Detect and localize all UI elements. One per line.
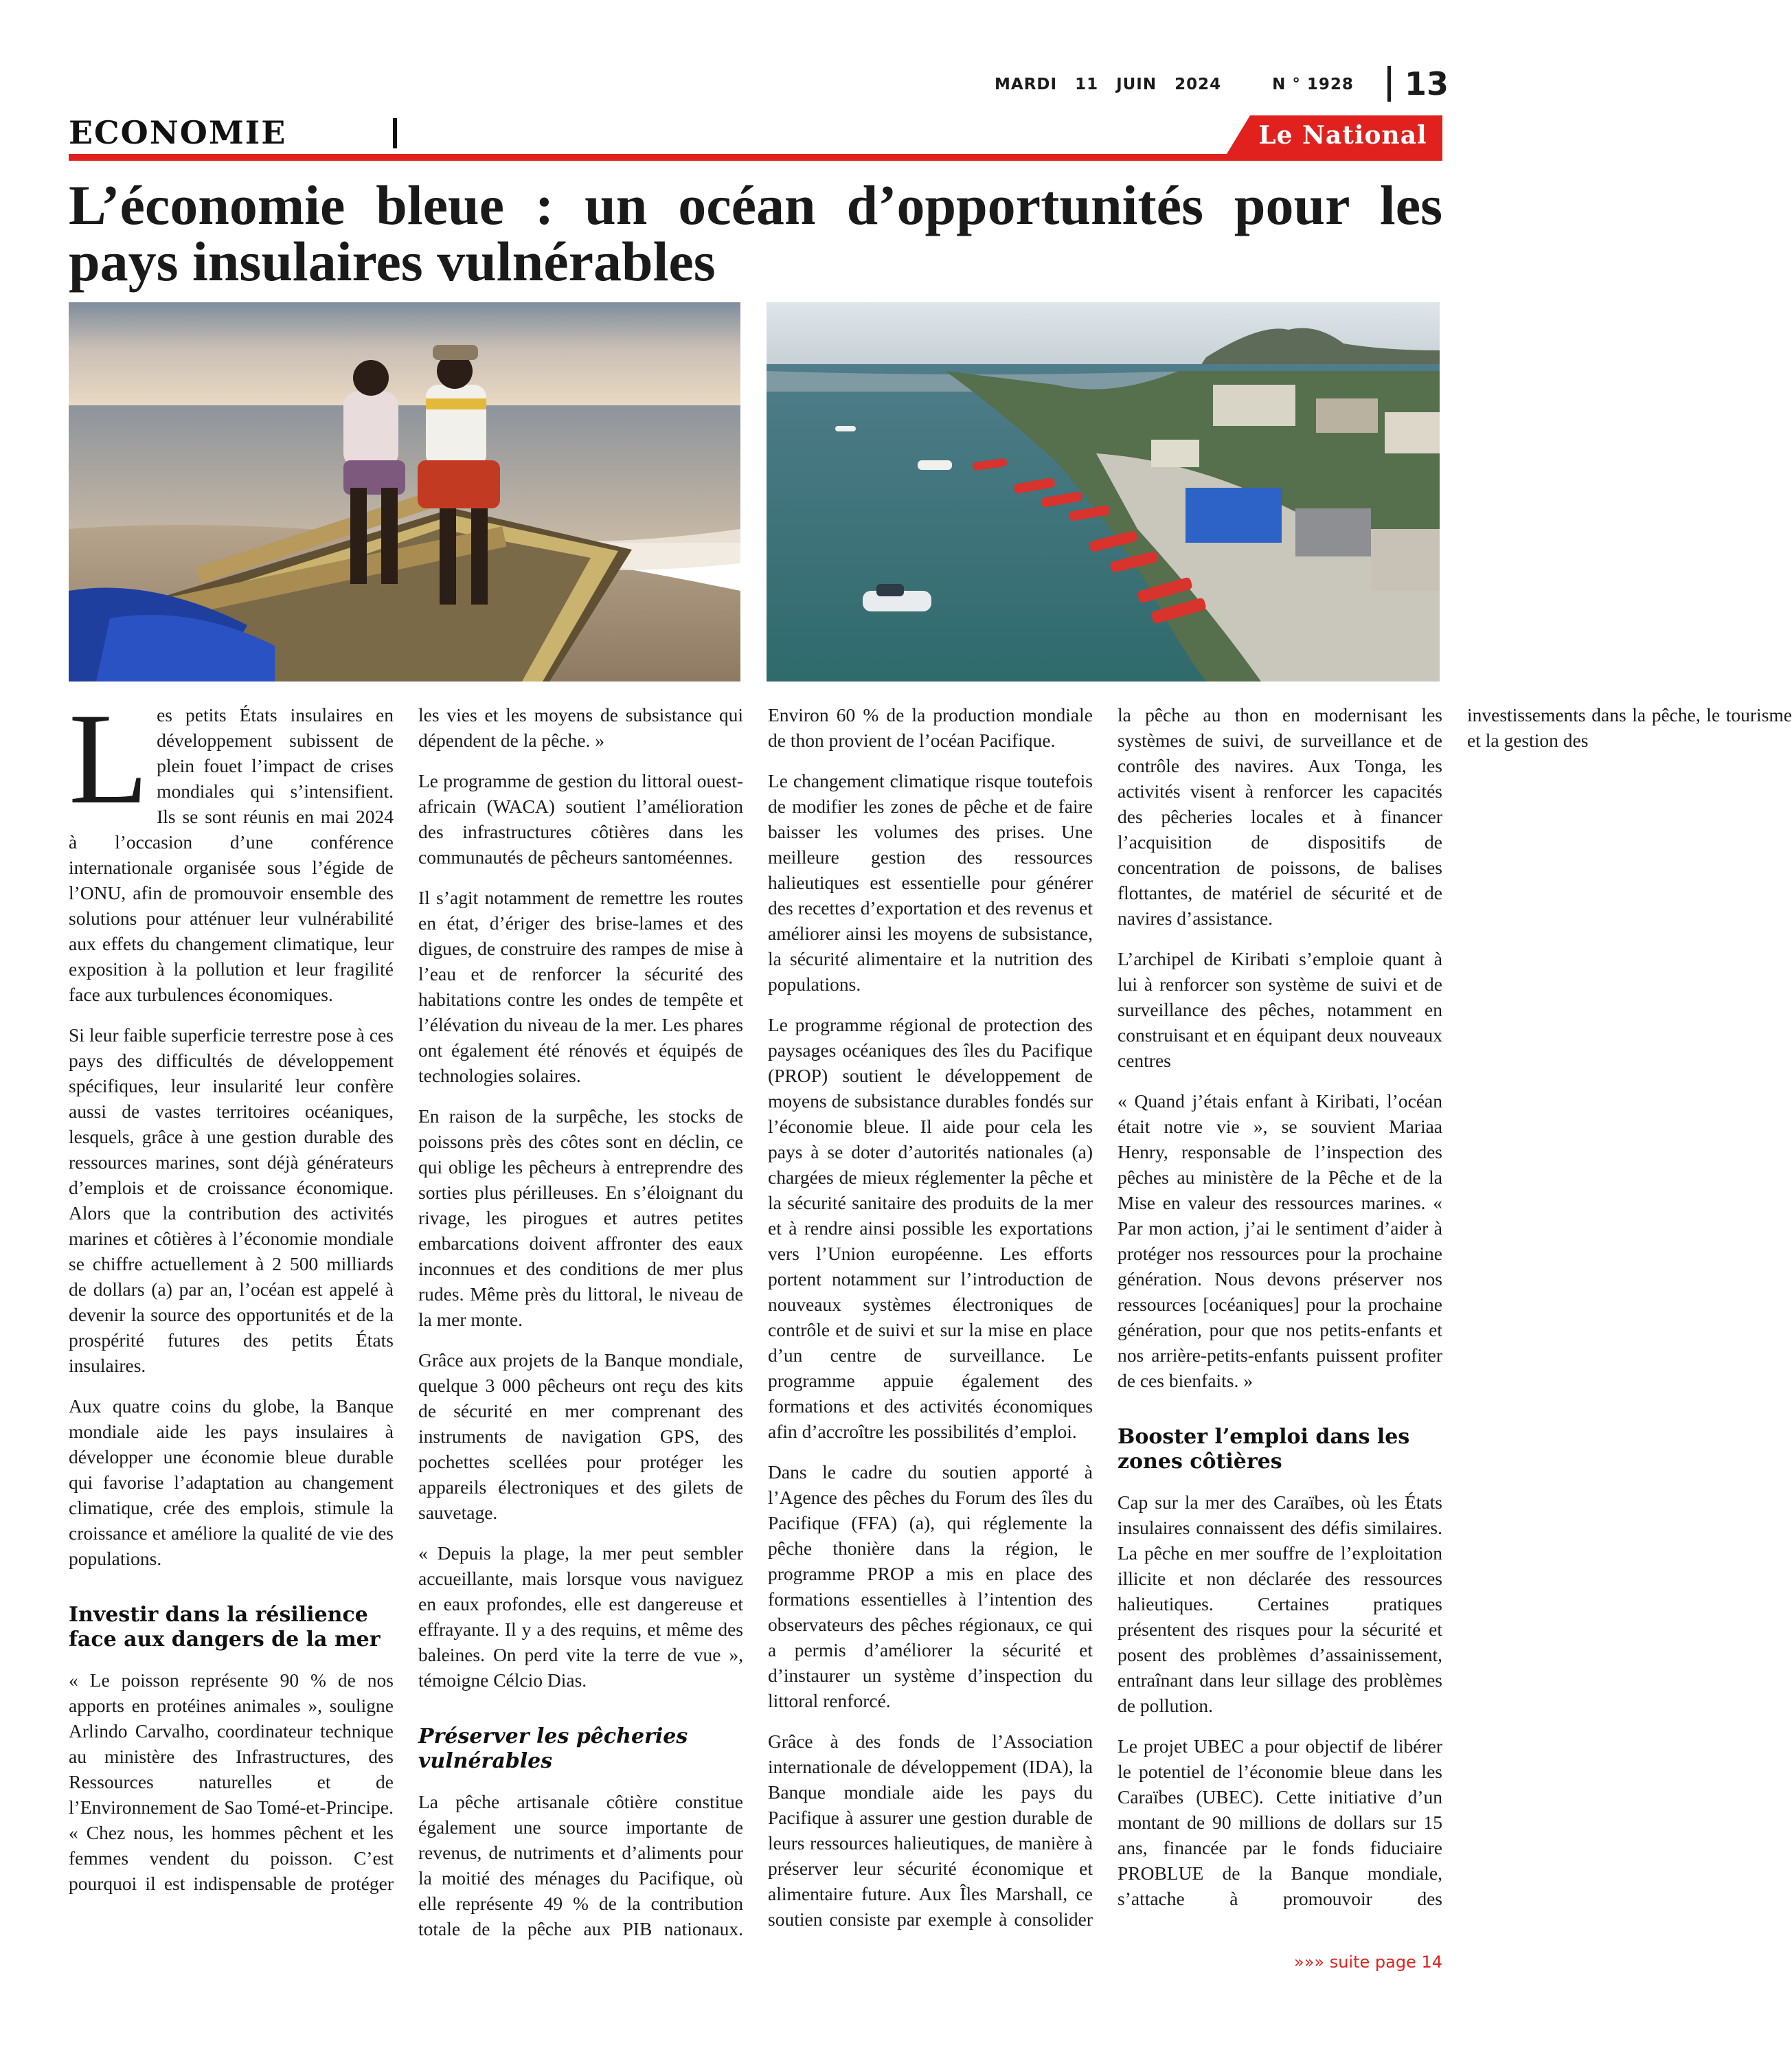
subheading-resilience: Investir dans la résilience face aux dangers de la mer bbox=[69, 1603, 381, 1652]
page-number: 13 bbox=[1387, 66, 1449, 102]
photo-fishermen-in-boat bbox=[69, 302, 740, 682]
article-paragraph: Le projet UBEC a pour objectif de libérer le potentiel de l’économie bleue dans les Caraïbes (UBEC). Cette initiative d’un montant de 90 millions de dollars sur 15 ans, financée par le fonds fiduciaire PROBLUE de la Banque mondiale, s’attache à promouvoir des investissements dans la pêche, le tourisme et la gestion des bbox=[1118, 704, 1792, 1909]
article-paragraph: L’archipel de Kiribati s’emploie quant à lui à renforcer son système de suivi et de surveillance des pêches, notamment en construisant et en équipant deux nouveaux centres bbox=[1118, 948, 1442, 1071]
section-label: ECONOMIE bbox=[69, 114, 287, 151]
brand-name: Le National bbox=[1258, 121, 1427, 150]
article-paragraph: « Depuis la plage, la mer peut sembler accueillante, mais lorsque vous naviguez en eaux profondes, elle est dangereuse et effrayante. Il y a des requins, et même des baleines. On perd vite la terre de vue », témoigne Célcio Dias. bbox=[418, 1542, 743, 1691]
article-paragraph: La pêche artisanale côtière constitue également une source importante de revenus, de nutriments et d’aliments pour la moitié des ménages du Pacifique, où elle représente 49 % de la contribution totale de la pêche aux PIB nationaux. Environ 60 % de la production mondiale de thon provient de l’océan Pacifique. bbox=[418, 704, 1093, 1939]
article-paragraph: Dans le cadre du soutien apporté à l’Agence des pêches du Forum des îles du Pacifique (FFA) (a), qui réglemente la pêche thonière dans la région, le programme PROP a mis en place des formations essentielles à l’intention des observateurs des pêches régionaux, ce qui a permis d’améliorer la sécurité et d’instaurer un système d’inspection du littoral renforcé. bbox=[768, 1461, 1093, 1711]
photo-harbour-aerial bbox=[767, 302, 1440, 682]
article-paragraph: « Quand j’étais enfant à Kiribati, l’océan était notre vie », se souvient Mariaa Henry, responsable de l’inspection des pêches au ministère de la Pêche et de la Mise en valeur des ressources marines. « Par mon action, j’ai le sentiment d’aider à protéger nos ressources pour la prochaine génération. Nous devons préserver nos ressources [océaniques] pour la prochaine génération, pour que nos petits-enfants et nos arrière-petits-enfants puissent profiter de ces bienfaits. » bbox=[1118, 1090, 1442, 1391]
subheading-emploi: Booster l’emploi dans les zones côtières bbox=[1118, 1425, 1410, 1474]
article-paragraph: Si leur faible superficie terrestre pose à ces pays des difficultés de développement spécifiques, leur insularité leur confère aussi de vastes territoires océaniques, lesquels, grâce à une gestion durable des ressources marines, sont déjà générateurs d’emplois et de croissance économique. Alors que la contribution des activités marines et côtières à l’économie mondiale se chiffre actuellement à 2 500 milliards de dollars (a) par an, l’océan est appelé à devenir la source des opportunités et de la prospérité futures des petits États insulaires. bbox=[69, 1024, 394, 1376]
date-month: JUIN bbox=[1116, 76, 1157, 93]
article-paragraph: Grâce aux projets de la Banque mondiale, quelque 3 000 pêcheurs ont reçu des kits de sécurité en mer comprenant des instruments de navigation GPS, des pochettes scellées pour protéger les appareils électroniques et des gilets de sauvetage. bbox=[418, 1349, 743, 1523]
article-paragraph: Grâce à des fonds de l’Association internationale de développement (IDA), la Banque mondiale aide les pays du Pacifique à assurer une gestion durable de leurs ressources halieutiques, de manière à préserver leur sécurité économique et alimentaire future. Aux Îles Marshall, ce soutien consiste par exemple à consolider la pêche au thon en modernisant les systèmes de suivi, de surveillance et de contrôle des navires. Aux Tonga, les activités visent à renforcer les capacités des pêcheries locales et à financer l’acquisition de dispositifs de concentration de poissons, de balises flottantes, de matériel de sécurité et de navires d’assistance. bbox=[768, 704, 1442, 1930]
issue-number: N ° 1928 bbox=[1272, 76, 1354, 93]
intro-text: es petits États insulaires en développement subissent de plein fouet l’impact de crises mondiales qui s’intensifient. Ils se sont réunis en mai 2024 à l’occasion d’une conférence internationale organisée sous l’égide de l’ONU, afin de promouvoir ensemble des solutions pour atténuer leur vulnérabilité aux effets du changement climatique, leur exposition à la pollution et leur fragilité face aux turbulences économiques. bbox=[69, 704, 394, 1005]
article-paragraph: Le changement climatique risque toutefois de modifier les zones de pêche et de faire baisser les volumes des prises. Une meilleure gestion des ressources halieutiques est essentielle pour générer des recettes d’exportation et des revenus et améliorer ainsi les moyens de subsistance, la sécurité alimentaire et la nutrition des populations. bbox=[768, 770, 1093, 995]
article-paragraph: Le programme de gestion du littoral ouest-africain (WACA) soutient l’amélioration des infrastructures côtières dans les communautés de pêcheurs santoméennes. bbox=[418, 770, 743, 868]
subheading-pecheries: Préserver les pêcheries vulnérables bbox=[418, 1724, 688, 1773]
continued-page-link[interactable]: »»» suite page 14 bbox=[1294, 1952, 1442, 1972]
article-body bbox=[69, 687, 1792, 1946]
article-paragraph: Il s’agit notamment de remettre les routes en état, d’ériger des brise-lames et des digues, de construire des rampes de mise à l’eau et de renforcer la sécurité des habitations contre les ondes de tempête et l’élévation du niveau de la mer. Les phares ont également été rénovés et équipés de technologies solaires. bbox=[418, 887, 743, 1086]
article-paragraph: Aux quatre coins du globe, la Banque mondiale aide les pays insulaires à développer une économie bleue durable qui favorise l’adaptation au changement climatique, crée des emplois, stimule la croissance et améliore la qualité de vie des populations. bbox=[69, 1395, 394, 1569]
date-day: MARDI bbox=[995, 76, 1058, 93]
article-paragraph: Le programme régional de protection des paysages océaniques des îles du Pacifique (PROP) soutient le développement de moyens de subsistance durables fondés sur l’économie bleue. Il aide pour cela les pays à se doter d’autorités nationales (a) chargées de mieux réglementer la pêche et la sécurité sanitaire des produits de la mer et à rendre ainsi possible les exportations vers l’Union européenne. Les efforts portent notamment sur l’introduction de nouveaux systèmes électroniques de contrôle et de suivi et sur la mise en place d’un centre de surveillance. Le programme appuie également des formations et des activités économiques afin d’accroître les possibilités d’emploi. bbox=[768, 1014, 1093, 1442]
article-headline: L’économie bleue : un océan d’opportunités pour les pays insulaires vulnérables bbox=[69, 174, 1442, 293]
article-paragraph: « Le poisson représente 90 % de nos apports en protéines animales », souligne Arlindo Carvalho, coordinateur technique au ministère des Infrastructures, des Ressources naturelles et de l’Environnement de Sao Tomé-et-Principe. « Chez nous, les hommes pêchent et les femmes vendent du poisson. C’est pourquoi il est indispensable de protéger les vies et les moyens de subsistance qui dépendent de la pêche. » bbox=[69, 704, 743, 1894]
drop-cap: L bbox=[69, 687, 149, 831]
article-paragraph: Cap sur la mer des Caraïbes, où les États insulaires connaissent des défis similaires. La pêche en mer souffre de l’exploitation illicite et non déclarée des ressources halieutiques. Certaines pratiques présentent des risques pour la sécurité et posent des problèmes d’assainissement, entraînant dans leur sillage des problèmes de pollution. bbox=[1118, 1491, 1442, 1716]
date-year: 2024 bbox=[1175, 76, 1222, 93]
section-divider bbox=[393, 118, 397, 148]
article-intro bbox=[69, 687, 394, 1007]
article-paragraph: En raison de la surpêche, les stocks de poissons près des côtes sont en déclin, ce qui oblige les pêcheurs à entreprendre des sorties plus périlleuses. En s’éloignant du rivage, les pirogues et autres petites embarcations doivent affronter des eaux inconnues et des conditions de mer plus rudes. Même près du littoral, le niveau de la mer monte. bbox=[418, 1105, 743, 1330]
date-line bbox=[995, 76, 1372, 93]
masthead bbox=[0, 0, 1511, 165]
date-number: 11 bbox=[1075, 76, 1099, 93]
